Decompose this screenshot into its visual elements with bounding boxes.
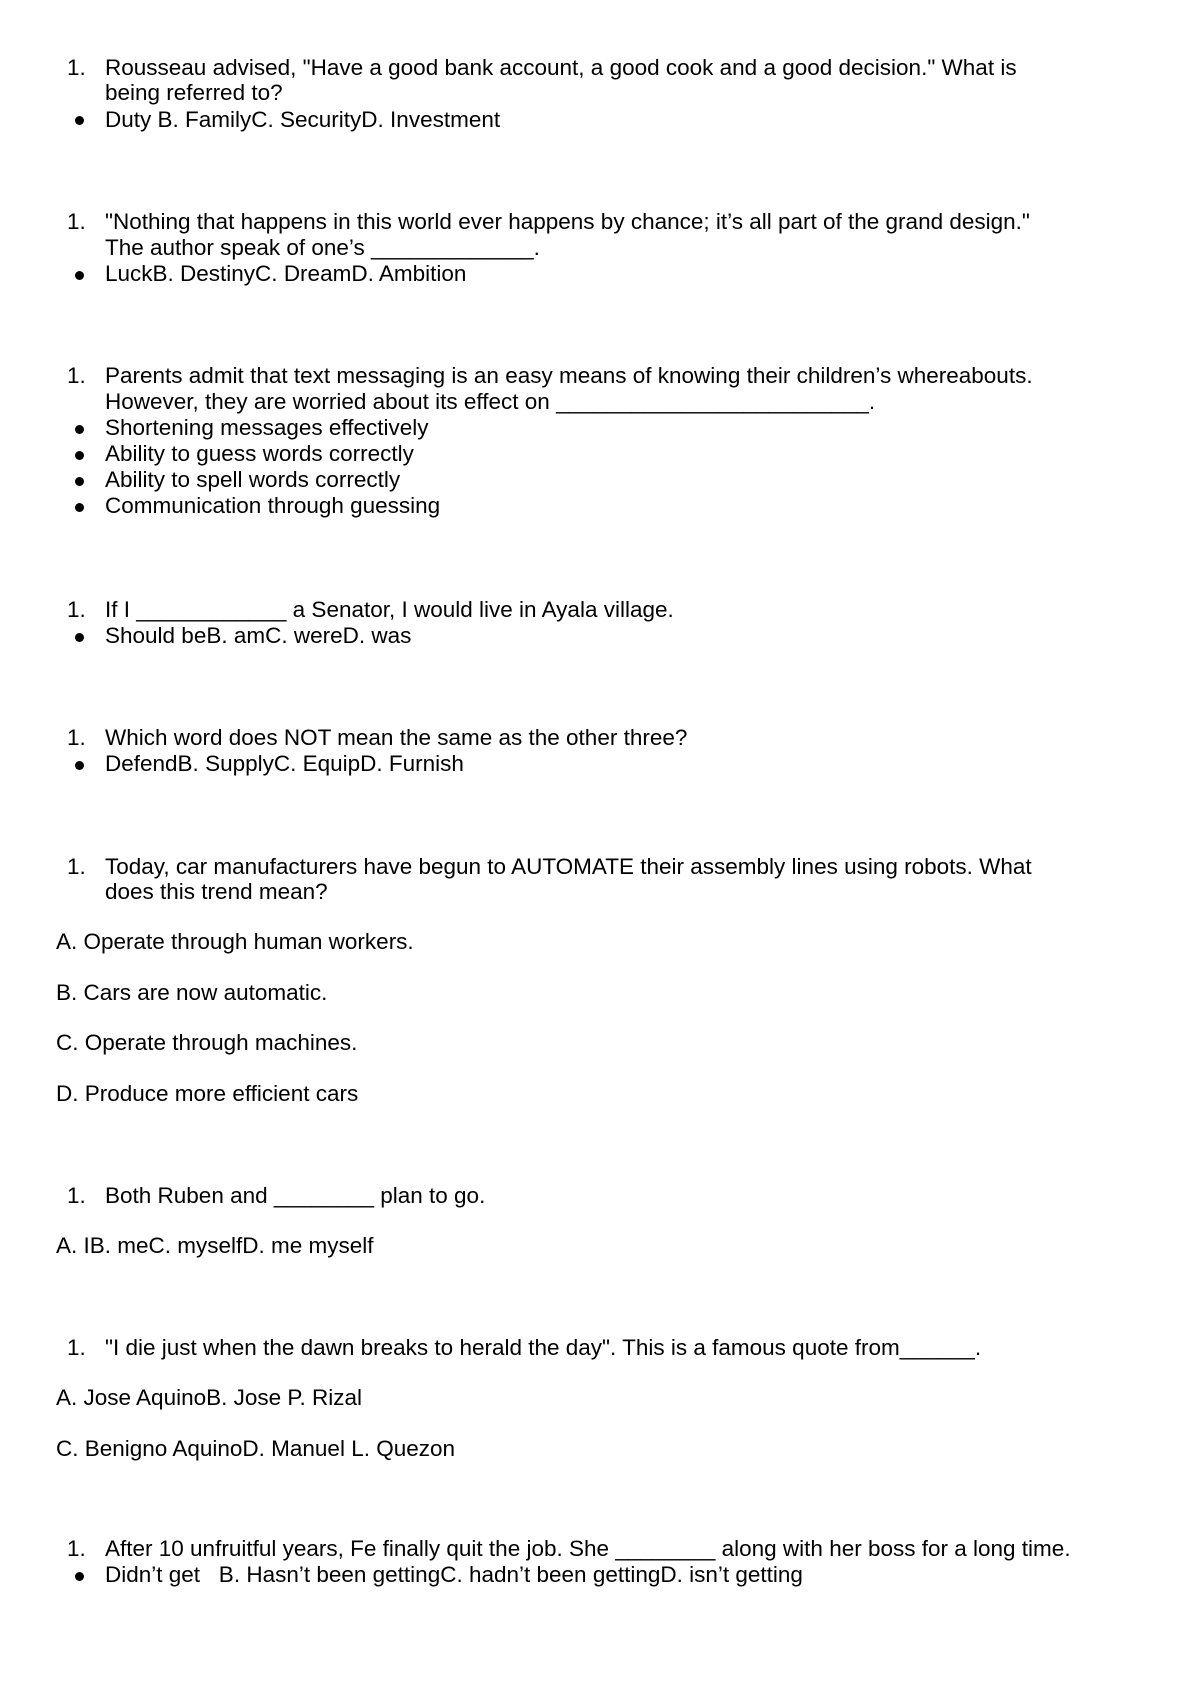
question-text-line: "Nothing that happens in this world ever happens by chance; it’s all part of the grand design." (105, 209, 1030, 234)
bullet-dot (75, 425, 84, 434)
question-number: 1. (67, 363, 86, 388)
answer-option: Ability to guess words correctly (105, 441, 414, 466)
answer-option: B. Cars are now automatic. (56, 980, 328, 1005)
answer-option: Shortening messages effectively (105, 415, 429, 440)
question-text-line: However, they are worried about its effect on _________________________. (105, 389, 876, 414)
question-number: 1. (67, 1536, 86, 1561)
answer-option: DefendB. SupplyC. EquipD. Furnish (105, 751, 464, 776)
question-text-line: Which word does NOT mean the same as the other three? (105, 725, 688, 750)
question-text-line: "I die just when the dawn breaks to herald the day". This is a famous quote from______. (105, 1335, 982, 1360)
answer-option: C. Operate through machines. (56, 1030, 358, 1055)
answer-option: C. Benigno AquinoD. Manuel L. Quezon (56, 1436, 456, 1461)
answer-option: Didn’t get B. Hasn’t been gettingC. hadn’t been gettingD. isn’t getting (105, 1562, 803, 1587)
answer-option: A. IB. meC. myselfD. me myself (56, 1233, 374, 1258)
question-number: 1. (67, 1183, 86, 1208)
bullet-dot (75, 116, 84, 125)
bullet-dot (75, 271, 84, 280)
question-number: 1. (67, 55, 86, 80)
question-text-line: Parents admit that text messaging is an easy means of knowing their children’s whereabouts. (105, 363, 1033, 388)
answer-option: Should beB. amC. wereD. was (105, 623, 412, 648)
bullet-dot (75, 1572, 84, 1581)
question-number: 1. (67, 1335, 86, 1360)
bullet-dot (75, 451, 84, 460)
bullet-dot (75, 477, 84, 486)
answer-option: Communication through guessing (105, 493, 441, 518)
question-number: 1. (67, 725, 86, 750)
bullet-dot (75, 503, 84, 512)
answer-option: D. Produce more efficient cars (56, 1081, 359, 1106)
question-text-line: If I ____________ a Senator, I would live in Ayala village. (105, 597, 674, 622)
bullet-dot (75, 761, 84, 770)
question-text-line: Rousseau advised, "Have a good bank account, a good cook and a good decision." What is (105, 55, 1017, 80)
bullet-dot (75, 633, 84, 642)
answer-option: Ability to spell words correctly (105, 467, 401, 492)
question-text-line: The author speak of one’s _____________. (105, 235, 540, 260)
question-text-line: Both Ruben and ________ plan to go. (105, 1183, 486, 1208)
answer-option: LuckB. DestinyC. DreamD. Ambition (105, 261, 467, 286)
question-text-line: After 10 unfruitful years, Fe finally quit the job. She ________ along with her boss for a long time. (105, 1536, 1071, 1561)
answer-option: A. Operate through human workers. (56, 929, 414, 954)
question-text-line: does this trend mean? (105, 879, 328, 904)
question-number: 1. (67, 209, 86, 234)
question-text-line: being referred to? (105, 80, 283, 105)
question-number: 1. (67, 854, 86, 879)
question-text-line: Today, car manufacturers have begun to AUTOMATE their assembly lines using robots. What (105, 854, 1032, 879)
answer-option: A. Jose AquinoB. Jose P. Rizal (56, 1385, 363, 1410)
answer-option: Duty B. FamilyC. SecurityD. Investment (105, 107, 501, 132)
question-number: 1. (67, 597, 86, 622)
